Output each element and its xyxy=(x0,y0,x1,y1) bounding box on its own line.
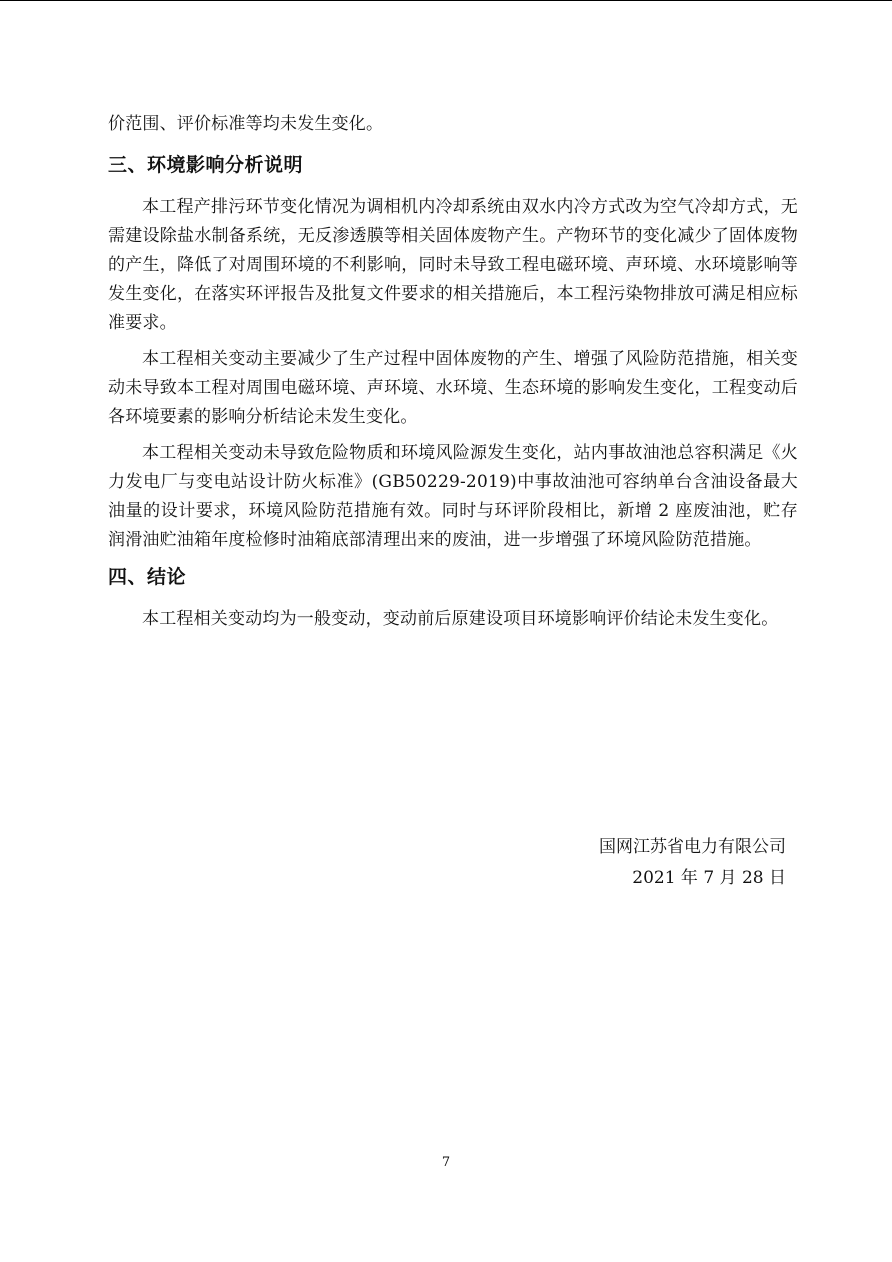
intro-fragment: 价范围、评价标准等均未发生变化。 xyxy=(108,114,384,134)
signature-block xyxy=(599,832,786,894)
section-3-paragraph-2: 本工程相关变动主要减少了生产过程中固体废物的产生、增强了风险防范措施，相关变动未导致本工程对周围电磁环境、声环境、水环境、生态环境的影响发生变化，工程变动后各环境要素的影响分析结论未发生变化。 xyxy=(108,349,798,427)
section-4-heading: 四、结论 xyxy=(108,566,187,588)
section-3-paragraph-1: 本工程产排污环节变化情况为调相机内冷却系统由双水内冷方式改为空气冷却方式，无需建设除盐水制备系统，无反渗透膜等相关固体废物产生。产物环节的变化减少了固体废物的产生，降低了对周围环境的不利影响，同时未导致工程电磁环境、声环境、水环境影响等发生变化，在落实环评报告及批复文件要求的相关措施后，本工程污染物排放可满足相应标准要求。 xyxy=(108,197,798,333)
page-number: 7 xyxy=(441,1155,451,1170)
section-4-paragraph-1: 本工程相关变动均为一般变动，变动前后原建设项目环境影响评价结论未发生变化。 xyxy=(142,609,779,629)
page-content xyxy=(108,110,798,634)
section-3-heading: 三、环境影响分析说明 xyxy=(108,154,304,176)
signature-company: 国网江苏省电力有限公司 xyxy=(599,837,786,857)
signature-date: 2021 年 7 月 28 日 xyxy=(632,868,786,888)
section-3-paragraph-3: 本工程相关变动未导致危险物质和环境风险源发生变化，站内事故油池总容积满足《火力发电厂与变电站设计防火标准》(GB50229-2019)中事故油池可容纳单台含油设备最大油量的设计要求，环境风险防范措施有效。同时与环评阶段相比，新增 2 座废油池，贮存润滑油贮油箱年度检修时油箱底部清理出来的废油，进一步增强了环境风险防范措施。 xyxy=(108,443,798,550)
top-border-line xyxy=(0,0,892,1)
